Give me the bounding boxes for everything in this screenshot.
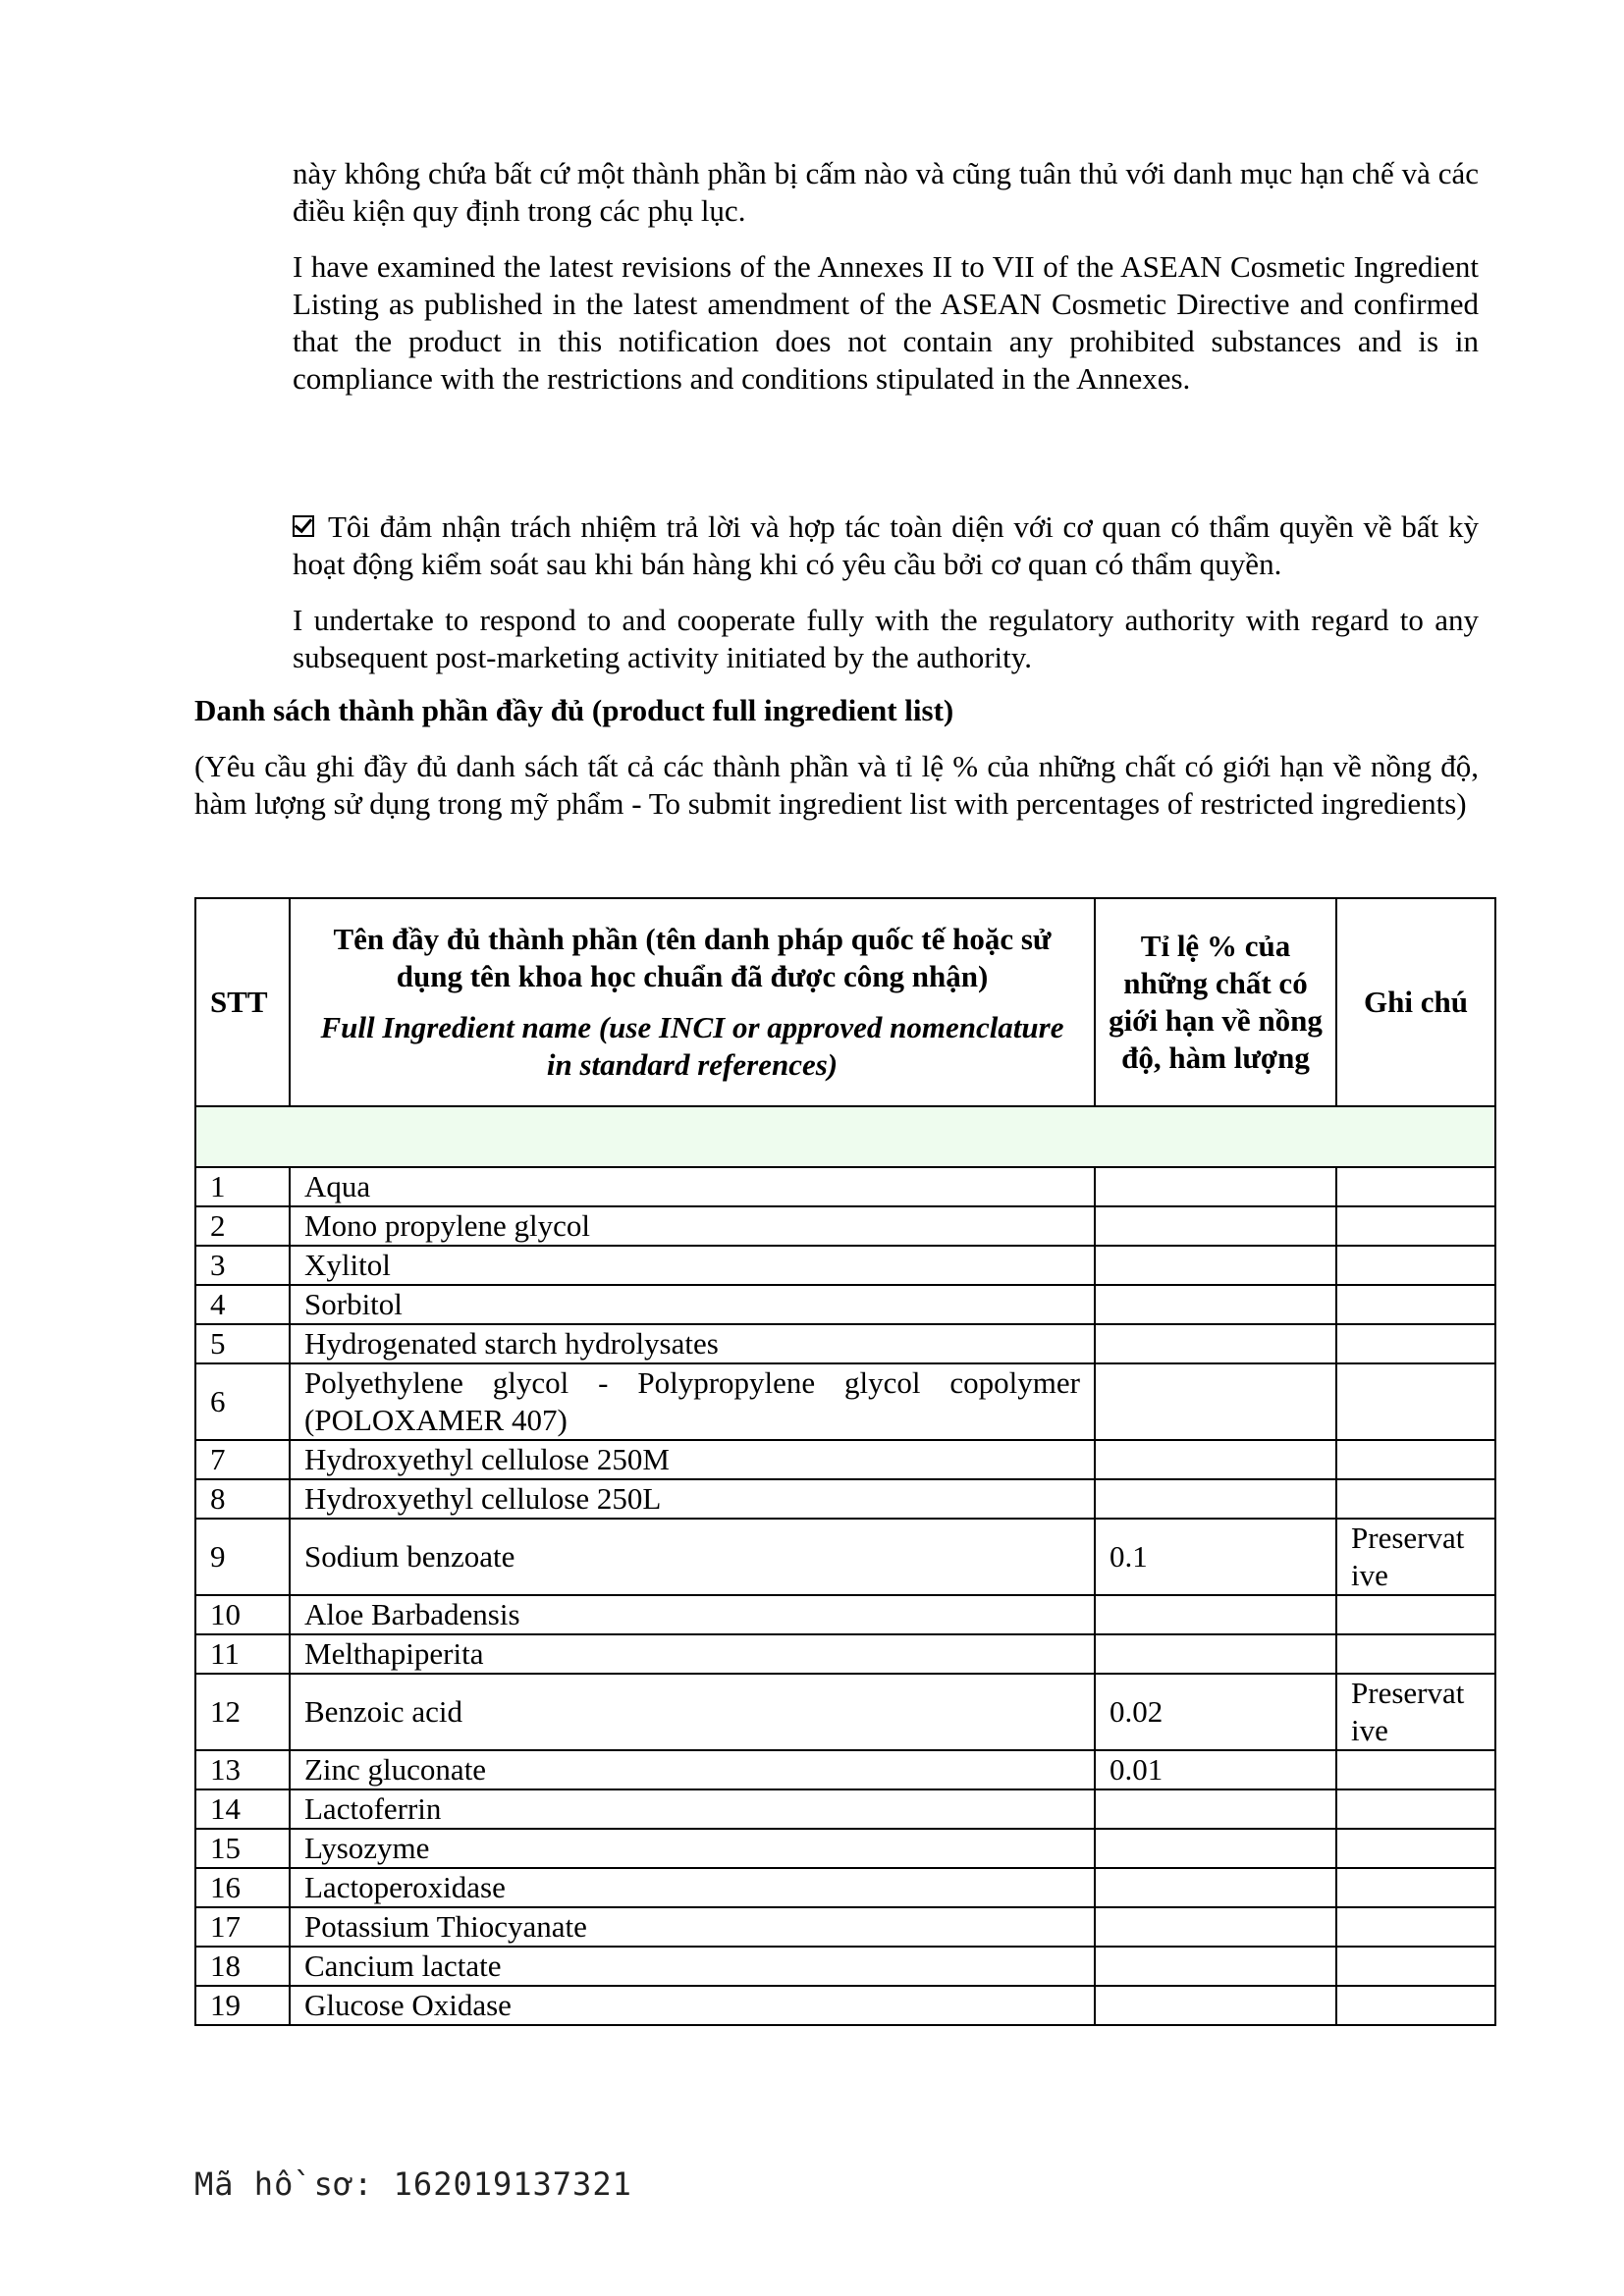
table-row	[195, 1519, 1495, 1595]
cell-percentage	[1095, 1634, 1336, 1674]
cell-percentage	[1095, 1986, 1336, 2025]
table-row	[195, 1246, 1495, 1285]
checked-checkbox-icon	[293, 515, 314, 537]
cell-stt: 9	[195, 1519, 290, 1595]
cell-stt: 11	[195, 1634, 290, 1674]
cell-ingredient-name: Zinc gluconate	[290, 1750, 1095, 1789]
cell-ingredient-name: Sorbitol	[290, 1285, 1095, 1324]
table-row	[195, 1750, 1495, 1789]
cell-ingredient-name: Hydroxyethyl cellulose 250M	[290, 1440, 1095, 1479]
cell-percentage	[1095, 1363, 1336, 1440]
cell-note	[1336, 1750, 1495, 1789]
cell-note	[1336, 1634, 1495, 1674]
intro-vietnamese-continuation: này không chứa bất cứ một thành phần bị cấm nào và cũng tuân thủ với danh mục hạn chế và các điều kiện quy định trong các phụ lục.	[293, 156, 1479, 228]
cell-ingredient-name: Potassium Thiocyanate	[290, 1907, 1095, 1947]
document-code: Mã hồ sơ: 162019137321	[194, 2165, 632, 2203]
cell-stt: 14	[195, 1789, 290, 1829]
table-row	[195, 1907, 1495, 1947]
cell-ingredient-name: Sodium benzoate	[290, 1519, 1095, 1595]
cell-note	[1336, 1440, 1495, 1479]
cell-ingredient-name: Lysozyme	[290, 1829, 1095, 1868]
cell-note	[1336, 1285, 1495, 1324]
table-row	[195, 1868, 1495, 1907]
header-percentage: Tỉ lệ % của những chất có giới hạn về nồng độ, hàm lượng	[1095, 898, 1336, 1106]
section-note: (Yêu cầu ghi đầy đủ danh sách tất cả các thành phần và tỉ lệ % của những chất có giới hạn về nồng độ, hàm lượng sử dụng trong mỹ phẩm - To submit ingredient list with percentages of restricted ingredients)	[194, 749, 1479, 821]
cell-stt: 5	[195, 1324, 290, 1363]
cell-stt: 13	[195, 1750, 290, 1789]
cell-note	[1336, 1363, 1495, 1440]
ingredient-table	[194, 897, 1496, 2026]
cell-percentage: 0.1	[1095, 1519, 1336, 1595]
cell-stt: 6	[195, 1363, 290, 1440]
cell-ingredient-name: Cancium lactate	[290, 1947, 1095, 1986]
cell-stt: 18	[195, 1947, 290, 1986]
table-row	[195, 1324, 1495, 1363]
cell-note	[1336, 1324, 1495, 1363]
section-title: Danh sách thành phần đầy đủ (product full ingredient list)	[194, 693, 954, 727]
cell-ingredient-name: Aloe Barbadensis	[290, 1595, 1095, 1634]
cell-note	[1336, 1789, 1495, 1829]
cell-note	[1336, 1167, 1495, 1206]
cell-stt: 15	[195, 1829, 290, 1868]
header-name-vietnamese: Tên đầy đủ thành phần (tên danh pháp quốc tế hoặc sử dụng tên khoa học chuẩn đã được công nhận)	[333, 922, 1052, 993]
cell-note	[1336, 1868, 1495, 1907]
cell-percentage	[1095, 1829, 1336, 1868]
cell-percentage: 0.02	[1095, 1674, 1336, 1750]
header-ingredient-name	[290, 898, 1095, 1106]
cell-percentage	[1095, 1285, 1336, 1324]
table-row	[195, 1789, 1495, 1829]
table-row	[195, 1829, 1495, 1868]
cell-note	[1336, 1907, 1495, 1947]
cell-ingredient-name: Benzoic acid	[290, 1674, 1095, 1750]
cell-stt: 1	[195, 1167, 290, 1206]
intro-english: I have examined the latest revisions of the Annexes II to VII of the ASEAN Cosmetic Ingredient Listing as published in the latest amendment of the ASEAN Cosmetic Directive and confirmed that the product in this notification does not contain any prohibited substances and is in compliance with the restrictions and conditions stipulated in the Annexes.	[293, 249, 1479, 396]
cell-percentage	[1095, 1324, 1336, 1363]
cell-note	[1336, 1595, 1495, 1634]
header-note: Ghi chú	[1336, 898, 1495, 1106]
cell-ingredient-name: Aqua	[290, 1167, 1095, 1206]
table-row	[195, 1986, 1495, 2025]
header-stt: STT	[195, 898, 290, 1106]
cell-percentage: 0.01	[1095, 1750, 1336, 1789]
cell-ingredient-name: Hydroxyethyl cellulose 250L	[290, 1479, 1095, 1519]
cell-percentage	[1095, 1167, 1336, 1206]
cell-stt: 3	[195, 1246, 290, 1285]
undertake-vietnamese-text: Tôi đảm nhận trách nhiệm trả lời và hợp tác toàn diện với cơ quan có thẩm quyền về bất kỳ hoạt động kiểm soát sau khi bán hàng khi có yêu cầu bởi cơ quan có thẩm quyền.	[293, 509, 1479, 581]
cell-percentage	[1095, 1206, 1336, 1246]
cell-stt: 17	[195, 1907, 290, 1947]
cell-ingredient-name: Mono propylene glycol	[290, 1206, 1095, 1246]
cell-note	[1336, 1206, 1495, 1246]
table-row	[195, 1947, 1495, 1986]
cell-note	[1336, 1479, 1495, 1519]
cell-percentage	[1095, 1479, 1336, 1519]
cell-ingredient-name: Lactoferrin	[290, 1789, 1095, 1829]
table-row	[195, 1674, 1495, 1750]
cell-percentage	[1095, 1595, 1336, 1634]
table-row	[195, 1167, 1495, 1206]
cell-percentage	[1095, 1440, 1336, 1479]
table-header-row	[195, 898, 1495, 1106]
cell-stt: 16	[195, 1868, 290, 1907]
cell-percentage	[1095, 1789, 1336, 1829]
cell-note: Preservat ive	[1336, 1674, 1495, 1750]
cell-ingredient-name: Hydrogenated starch hydrolysates	[290, 1324, 1095, 1363]
table-row	[195, 1440, 1495, 1479]
table-row	[195, 1363, 1495, 1440]
cell-ingredient-name: Polyethylene glycol - Polypropylene glycol copolymer (POLOXAMER 407)	[290, 1363, 1095, 1440]
table-separator-row	[195, 1106, 1495, 1167]
cell-note: Preservat ive	[1336, 1519, 1495, 1595]
undertake-vietnamese	[293, 508, 1479, 583]
cell-percentage	[1095, 1947, 1336, 1986]
cell-stt: 10	[195, 1595, 290, 1634]
cell-percentage	[1095, 1868, 1336, 1907]
cell-note	[1336, 1246, 1495, 1285]
cell-stt: 8	[195, 1479, 290, 1519]
table-row	[195, 1206, 1495, 1246]
undertake-english: I undertake to respond to and cooperate fully with the regulatory authority with regard to any subsequent post-marketing activity initiated by the authority.	[293, 603, 1479, 674]
cell-ingredient-name: Lactoperoxidase	[290, 1868, 1095, 1907]
cell-ingredient-name: Xylitol	[290, 1246, 1095, 1285]
separator-cell	[195, 1106, 1495, 1167]
cell-stt: 19	[195, 1986, 290, 2025]
cell-note	[1336, 1829, 1495, 1868]
cell-stt: 12	[195, 1674, 290, 1750]
table-row	[195, 1479, 1495, 1519]
table-row	[195, 1285, 1495, 1324]
cell-stt: 4	[195, 1285, 290, 1324]
table-row	[195, 1595, 1495, 1634]
cell-stt: 2	[195, 1206, 290, 1246]
cell-note	[1336, 1986, 1495, 2025]
cell-percentage	[1095, 1246, 1336, 1285]
cell-stt: 7	[195, 1440, 290, 1479]
cell-percentage	[1095, 1907, 1336, 1947]
header-name-english: Full Ingredient name (use INCI or approved nomenclature in standard references)	[320, 1010, 1064, 1082]
cell-ingredient-name: Glucose Oxidase	[290, 1986, 1095, 2025]
cell-ingredient-name: Melthapiperita	[290, 1634, 1095, 1674]
table-row	[195, 1634, 1495, 1674]
cell-note	[1336, 1947, 1495, 1986]
